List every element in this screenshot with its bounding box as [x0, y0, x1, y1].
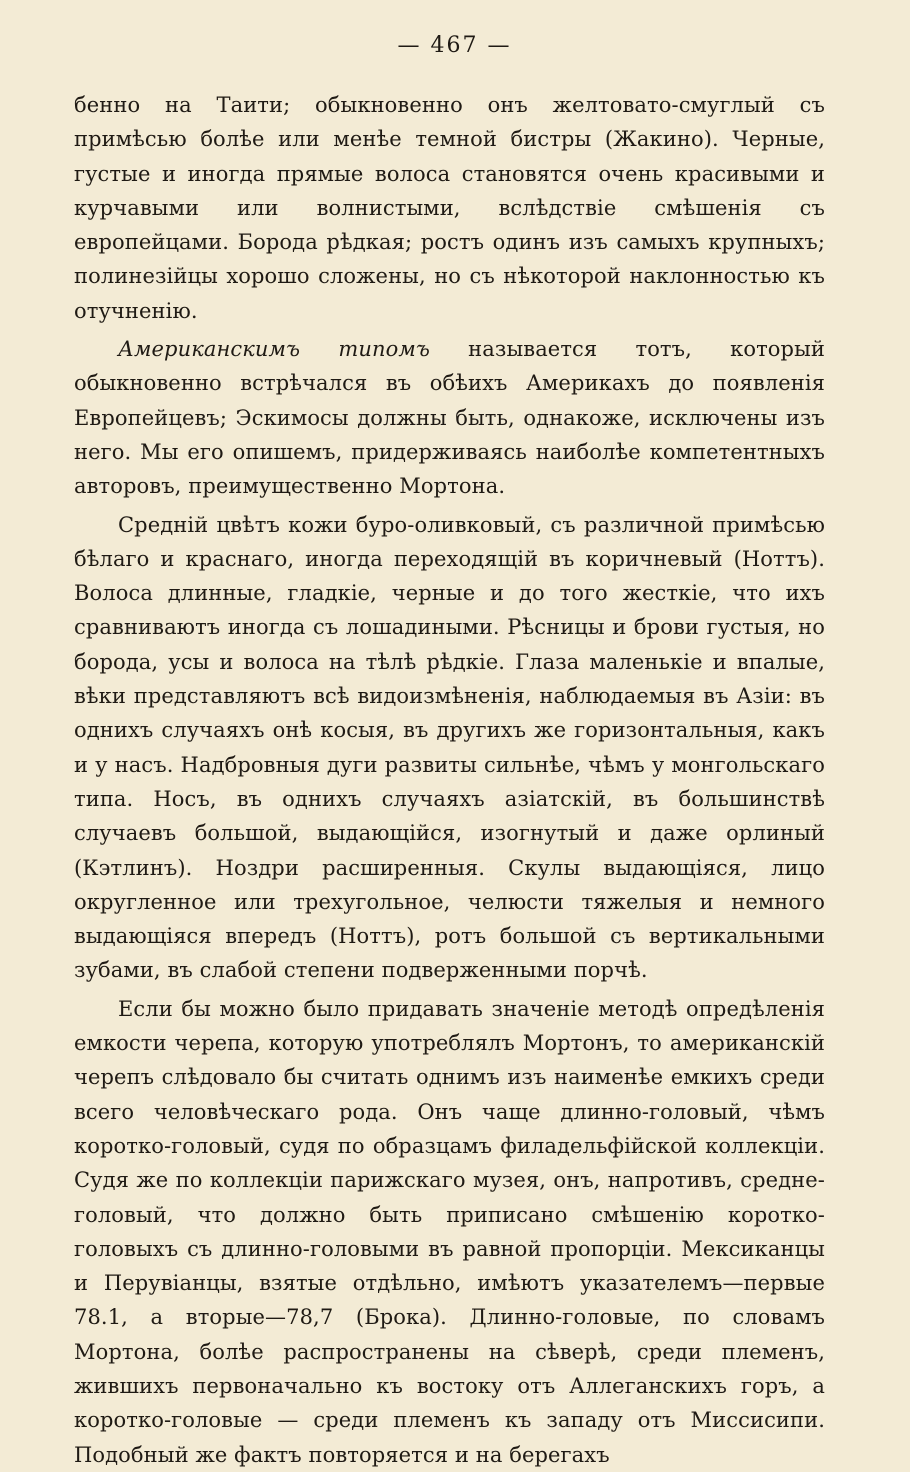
paragraph-4: Если бы можно было придавать значеніе методѣ опредѣленія емкости черепа, которую употреблялъ Мортонъ, то американскій черепъ слѣдовало бы считать однимъ изъ наименѣе емкихъ среди всего человѣческаго рода. Онъ чаще длинно-головый, чѣмъ коротко-головый, судя по образцамъ филадельфійской коллекціи. Судя же по коллекціи парижскаго музея, онъ, напротивъ, средне-головый, что должно быть приписано смѣшенію коротко-головыхъ съ длинно-головыми въ равной пропорціи. Мексиканцы и Перувіанцы, взятые отдѣльно, имѣютъ указателемъ—первые 78.1, а вторые—78,7 (Брока). Длинно-головые, по словамъ Мортона, болѣе распространены на сѣверѣ, среди племенъ, жившихъ первоначально къ востоку отъ Аллеганскихъ горъ, а коротко-головые — среди племенъ къ западу отъ Миссисипи. Подобный же фактъ повторяется и на берегахъ — [74, 996, 825, 1467]
italic-term: Американскимъ типомъ — [118, 337, 430, 362]
page-number: — 467 — — [397, 33, 512, 58]
paragraph-3: Средній цвѣтъ кожи буро-оливковый, съ различной примѣсью бѣлаго и краснаго, иногда переходящій въ коричневый (Ноттъ). Волоса длинные, гладкіе, черные и до того жесткіе, что ихъ сравниваютъ иногда съ лошадиными. Рѣсницы и брови густыя, но борода, усы и волоса на тѣлѣ рѣдкіе. Глаза маленькіе и впалые, вѣки представляютъ всѣ видоизмѣненія, наблюдаемыя въ Азіи: въ однихъ случаяхъ онѣ косыя, въ другихъ же горизонтальныя, какъ и у насъ. Надбровныя дуги развиты сильнѣе, чѣмъ у монгольскаго типа. Носъ, въ однихъ случаяхъ азіатскій, въ большинствѣ случаевъ большой, выдающійся, изогнутый и даже орлиный (Кэтлинъ). Ноздри расширенныя. Скулы выдающіяся, лицо округленное или трехугольное, челюсти тяжелыя и немного выдающіяся впередъ (Ноттъ), ротъ большой съ вертикальными зубами, въ слабой степени подверженными порчѣ. — [74, 512, 825, 983]
paragraph-1: бенно на Таити; обыкновенно онъ желтовато-смуглый съ примѣсью болѣе или менѣе темной бистры (Жакино). Черные, густые и иногда прямые волоса становятся очень красивыми и курчавыми или волнистыми, вслѣдствіе смѣшенія съ европейцами. Борода рѣдкая; ростъ одинъ изъ самыхъ крупныхъ; полинезійцы хорошо сложены, но съ нѣкоторой наклонностью къ отучненію. — [74, 93, 825, 323]
paragraph-2 — [74, 332, 825, 503]
paragraph-2-body: называется тотъ, который обыкновенно встрѣчался въ обѣихъ Америкахъ до появленія Европейцевъ; Эскимосы должны быть, однакоже, исключены изъ него. Мы его опишемъ, придерживаясь наиболѣе компетентныхъ авторовъ, преимущественно Мортона. — [74, 337, 825, 499]
